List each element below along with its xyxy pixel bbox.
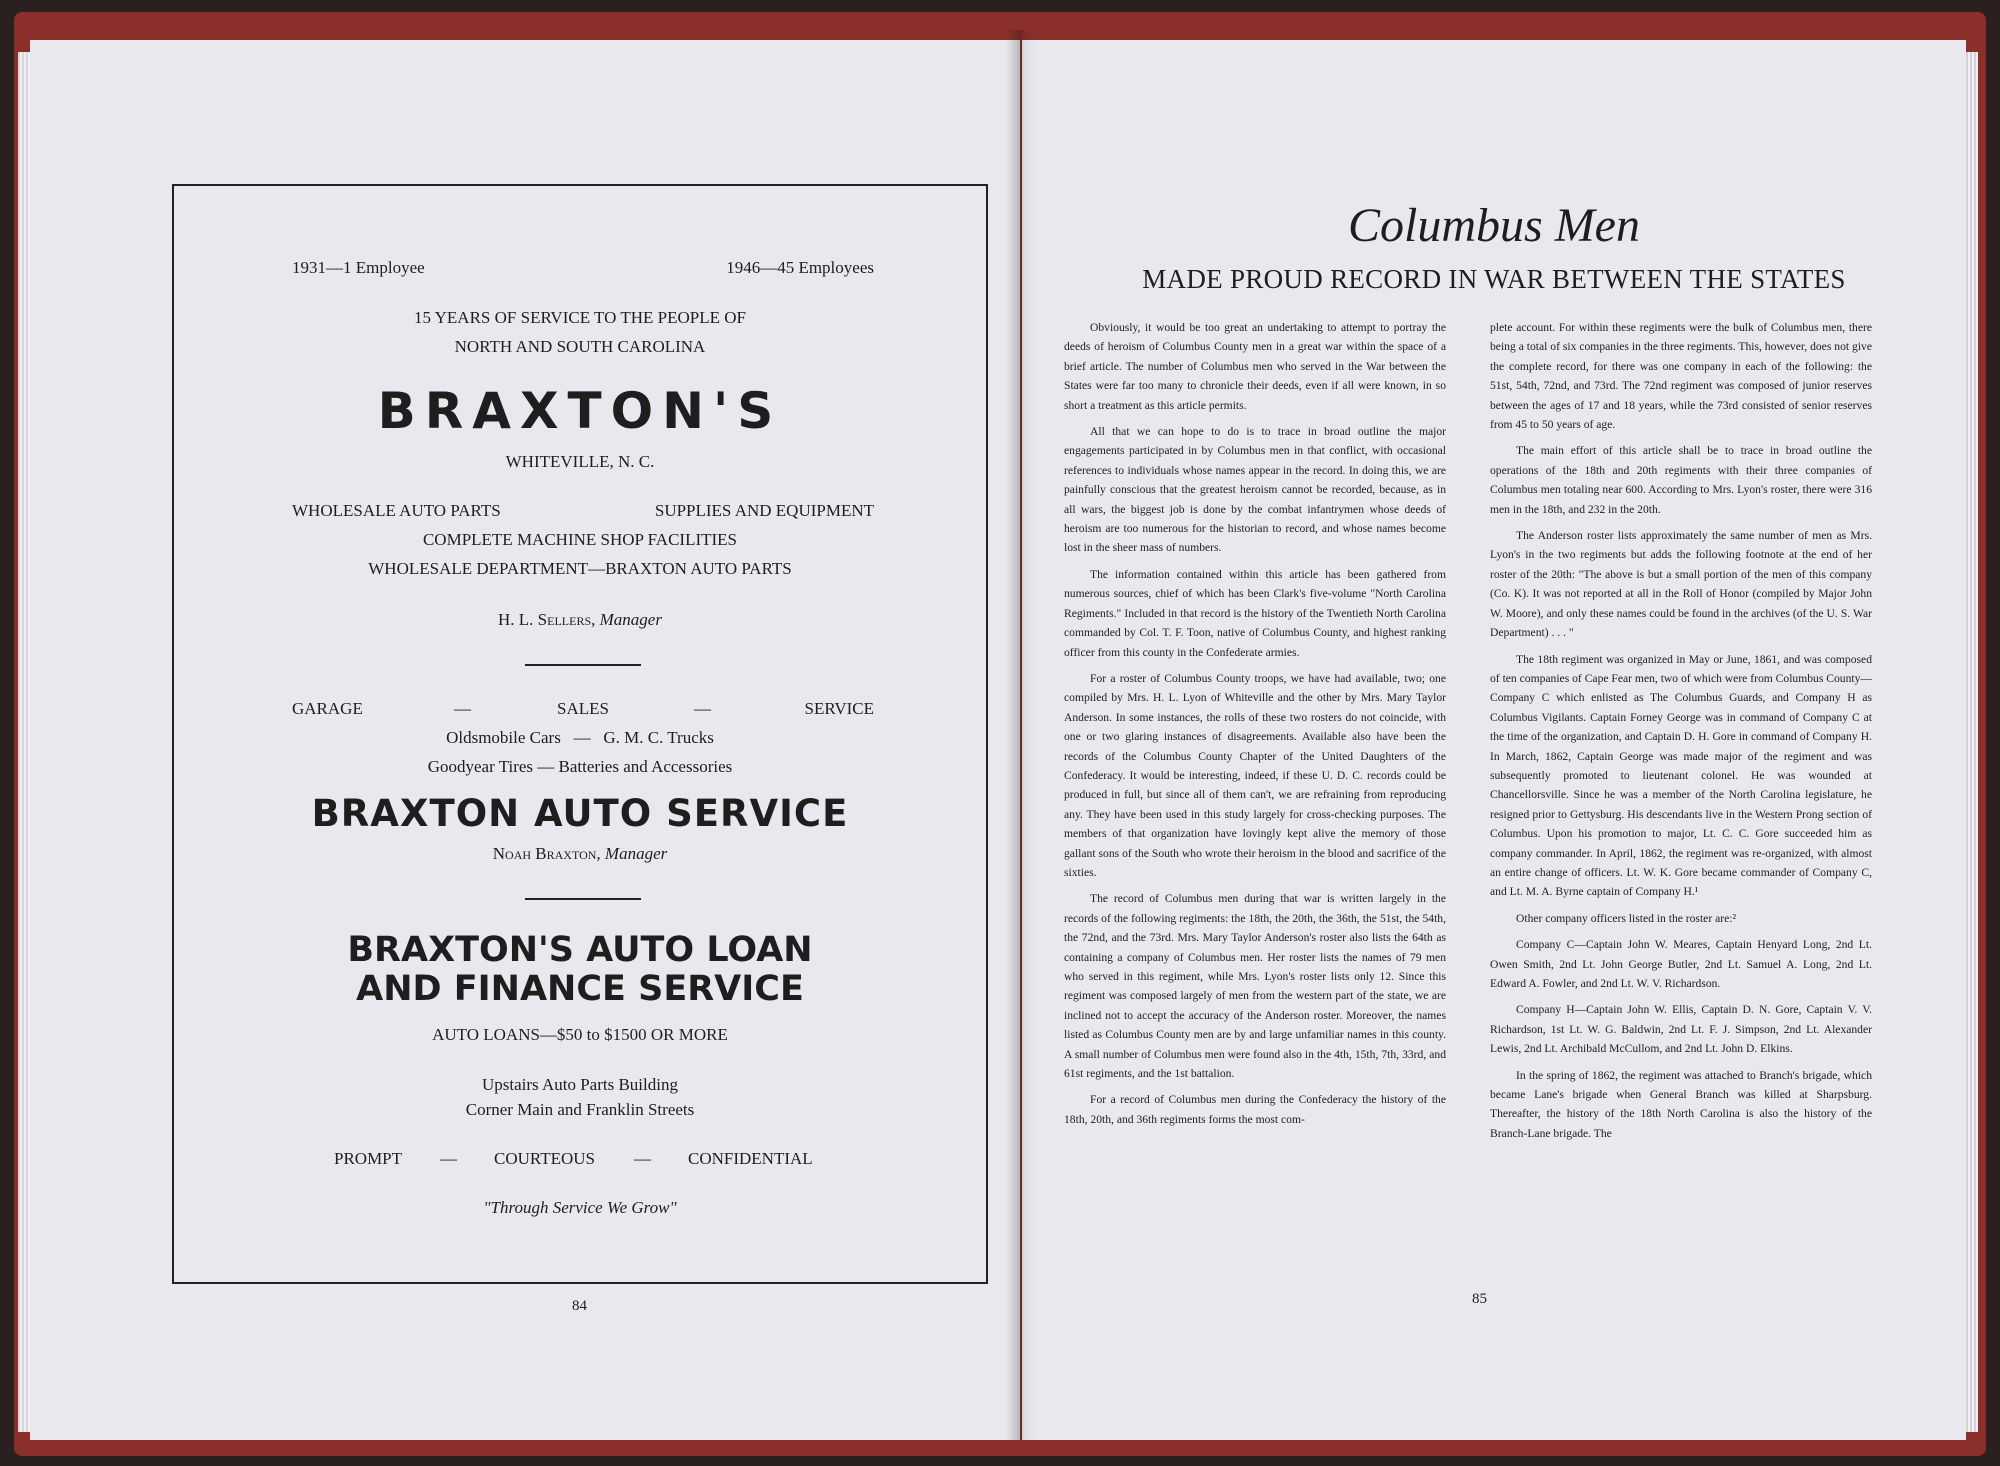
service-garage: GARAGE [292, 699, 363, 718]
quality-dash-2: — [634, 1149, 651, 1168]
slogan: "Through Service We Grow" [483, 1198, 677, 1217]
paragraph: The main effort of this article shall be to trace in broad outline the operations of the 18th and 20th regiments with their three companies of Columbus men totaling near 600. According to Mrs. Lyon's roster, there were 316 men in the 18th, and 232 in the 20th. [1490, 444, 1872, 516]
paragraph: In the spring of 1862, the regiment was attached to Branch's brigade, which became Lane's brigade when General Branch was killed at Sharpsburg. Thereafter, the history of the 18th North Carolina is also the history of the Branch-Lane brigade. The [1490, 1068, 1872, 1140]
brand-name: BRAXTON'S [377, 382, 783, 440]
gmc-trucks: G. M. C. Trucks [603, 728, 714, 747]
manager-braxton [174, 844, 986, 864]
manager-sellers-name: H. L. Sellers, [498, 610, 596, 629]
article-subtitle: MADE PROUD RECORD IN WAR BETWEEN THE STATES [1142, 264, 1846, 294]
paragraph: Other company officers listed in the roster are:² [1516, 911, 1736, 925]
paragraph: plete account. For within these regiments were the bulk of Columbus men, there being a total of six companies in the three regiments. This, however, does not give the complete record, for there was one company in each of the following: the 51st, 54th, 72nd, and 73rd. The 72nd regiment was composed of junior reserves between the ages of 17 and 18 years, while the 73rd consisted of senior reserves from 45 to 50 years of age. [1490, 321, 1872, 432]
oldsmobile-cars: Oldsmobile Cars [446, 728, 561, 747]
wholesale-parts: WHOLESALE AUTO PARTS [292, 501, 501, 520]
year-1946: 1946—45 Employees [726, 258, 874, 277]
supplies-equipment: SUPPLIES AND EQUIPMENT [654, 501, 874, 520]
service-line-2: NORTH AND SOUTH CAROLINA [454, 337, 706, 356]
article-title: Columbus Men [1348, 199, 1640, 252]
tires-line: Goodyear Tires — Batteries and Accessories [427, 757, 733, 776]
article-column-2 [1490, 318, 1872, 1150]
loan-heading-1: BRAXTON'S AUTO LOAN [347, 930, 813, 970]
service-line-1: 15 YEARS OF SERVICE TO THE PEOPLE OF [414, 308, 746, 327]
wholesale-department: WHOLESALE DEPARTMENT—BRAXTON AUTO PARTS [368, 559, 792, 578]
page-number-right: 85 [1472, 1291, 1487, 1307]
braxton-advertisement [172, 184, 988, 1284]
divider-2 [525, 898, 641, 900]
paragraph: The 18th regiment was organized in May or June, 1861, and was composed of ten companies of Cape Fear men, two of which were from Columbus County—Company C which enlisted as The Columbus Guards, and Company H as Columbus Vigilants. Captain Forney George was in command of Company C at the time of the organization, and Captain D. H. Gore in command of Company H. In March, 1862, Captain George was made major of the regiment and was subsequently promoted to lieutenant colonel. He was wounded at Chancellorsville. Since he was a member of the North Carolina legislature, he resigned prior to Gettysburg. His descendants live in the Western Prong section of Columbus. Upon his promotion to major, Lt. C. C. Gore succeeded him as company commander. In April, 1862, the regiment was re-organized, with almost an entire change of officers. Lt. W. K. Gore became commander of Company C, and Lt. M. A. Byrne captain of Company H.¹ [1490, 652, 1872, 899]
manager-sellers-title: Manager [599, 610, 662, 629]
quality-courteous: COURTEOUS [494, 1149, 595, 1168]
paragraph: Company H—Captain John W. Ellis, Captain D. N. Gore, Captain V. V. Richardson, 1st Lt. W. G. Baldwin, 2nd Lt. F. J. Simpson, 2nd Lt. Alexander Lewis, 2nd Lt. Archibald McCullom, and 2nd Lt. John D. Elkins. [1490, 1003, 1872, 1056]
paragraph: All that we can hope to do is to trace in broad outline the major engagements participated in by Columbus men in that conflict, with occasional references to individuals whose names appear in the record. In doing this, we are painfully conscious that the greatest heroism cannot be recorded, because, as in all wars, the biggest job is done by the combat infantrymen whose deeds of heroism are too numerous for the historian to record, and whose names become lost in the sheer mass of numbers. [1064, 425, 1446, 555]
paragraph: Obviously, it would be too great an undertaking to attempt to portray the deeds of heroism of Columbus County men in a great war within the space of a brief article. The number of Columbus men who served in the War between the States were far too many to chronicle their deeds, even if all were known, in so short a treatment as this article permits. [1064, 321, 1446, 412]
right-page-edges [1964, 52, 1978, 1432]
loan-heading-2: AND FINANCE SERVICE [356, 969, 804, 1009]
cars-dash: — [573, 728, 591, 747]
address-line-2: Corner Main and Franklin Streets [465, 1100, 695, 1119]
service-sales: SALES [557, 699, 609, 718]
paragraph: The information contained within this article has been gathered from numerous sources, chief of which has been Clark's five-volume "North Carolina Regiments." Included in that record is the history of the Twentieth North Carolina commanded by Col. T. F. Toon, native of Columbus County, and highest ranking officer from this county in the Confederate armies. [1064, 567, 1446, 659]
location: WHITEVILLE, N. C. [505, 452, 655, 471]
article-column-1 [1064, 318, 1446, 1136]
paragraph: For a roster of Columbus County troops, we have had available, two; one compiled by Mrs. H. L. Lyon of Whiteville and the other by Mrs. Mary Taylor Anderson. In some instances, the rolls of these two rosters do not coincide, with one or two glaring instances of disagreements. Available also have been the records of the Columbus County Chapter of the United Daughters of the Confederacy. It would be interesting, indeed, if these U. D. C. records could be produced in full, but since all of them can't, we are refraining from reproducing any. They have been used in this study largely for cross-checking purposes. The members of that organization have lovingly kept alive the memory of those gallant sons of the South who wrote their heroism in the blood and sacrifice of the sixties. [1064, 671, 1446, 879]
address-line-1: Upstairs Auto Parts Building [482, 1075, 678, 1094]
quality-confidential: CONFIDENTIAL [688, 1149, 813, 1168]
auto-service-heading: BRAXTON AUTO SERVICE [311, 792, 849, 835]
page-number-left: 84 [572, 1298, 587, 1314]
service-service: SERVICE [804, 699, 874, 718]
service-dash-1: — [454, 699, 471, 718]
quality-prompt: PROMPT [334, 1149, 403, 1168]
machine-shop: COMPLETE MACHINE SHOP FACILITIES [422, 530, 738, 549]
paragraph: Company C—Captain John W. Meares, Captain Henyard Long, 2nd Lt. Owen Smith, 2nd Lt. John George Butler, 2nd Lt. Samuel A. Long, 2nd Lt. Edward A. Fowler, and 2nd Lt. W. V. Richardson. [1490, 938, 1872, 990]
auto-loans: AUTO LOANS—$50 to $1500 OR MORE [432, 1025, 728, 1044]
paragraph: The record of Columbus men during that war is written largely in the records of the following regiments: the 18th, the 20th, the 36th, the 51st, the 54th, the 72nd, and the 73rd. Mrs. Mary Taylor Anderson's roster also lists the 64th as containing a company of Columbus men. Her roster lists the names of 79 men who served in this regiment, while Mrs. Lyon's roster lists only 12. Since this regiment was composed largely of men from the western part of the state, we are inclined not to accept the accuracy of the Anderson roster. Moreover, the names listed as Columbus County men are by and large unfamiliar names in this county. A small number of Columbus men were found also in the 4th, 15th, 7th, 33rd, and 61st regiments, and the 1st battalion. [1064, 892, 1446, 1081]
manager-braxton-title: Manager [604, 844, 668, 863]
paragraph: For a record of Columbus men during the Confederacy the history of the 18th, 20th, and 36th regiments forms the most com- [1064, 1093, 1446, 1126]
cars-row [174, 728, 986, 748]
manager-braxton-name: Noah Braxton, [492, 844, 601, 863]
service-dash-2: — [694, 699, 711, 718]
divider-1 [525, 664, 641, 666]
manager-sellers [174, 610, 986, 630]
year-1931: 1931—1 Employee [292, 258, 425, 277]
quality-dash-1: — [440, 1149, 457, 1168]
paragraph: The Anderson roster lists approximately the same number of men as Mrs. Lyon's in the two regiments but adds the following footnote at the end of her roster of the 20th: "The above is but a small portion of the men of this company (Co. K). It was not reported at all in the Roll of Honor (compiled by Major John W. Moore), and only these names could be found in the archives (of the U. S. War Department) . . . " [1490, 529, 1872, 640]
